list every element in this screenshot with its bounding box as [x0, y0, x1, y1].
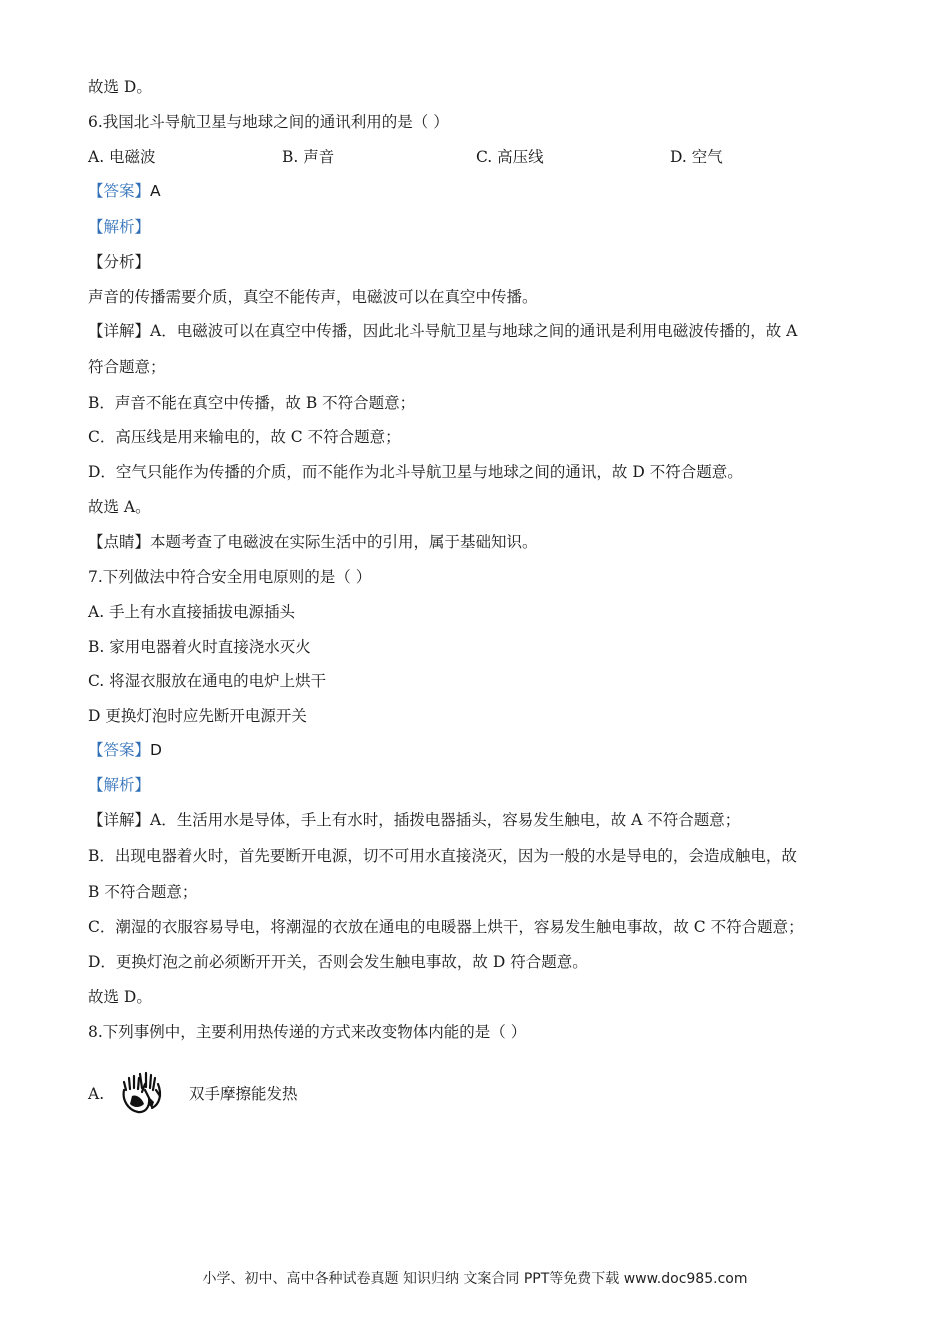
answer-6-row — [88, 180, 161, 202]
text-line: 【详解】A．生活用水是导体，手上有水时，插拨电器插头，容易发生触电，故 A 不符合题意； — [88, 811, 741, 829]
text-line: 声音的传播需要介质，真空不能传声，电磁波可以在真空中传播。 — [88, 288, 538, 306]
text-line: 故选 D。 — [88, 988, 152, 1006]
q8-option-a-label: A. — [88, 1085, 105, 1103]
text-line: 故选 A。 — [88, 498, 151, 516]
text-line: D．更换灯泡之前必须断开开关，否则会发生触电事故，故 D 符合题意。 — [88, 953, 588, 971]
q7-option-a: A. 手上有水直接插拔电源插头 — [88, 603, 296, 621]
text-line: B 不符合题意； — [88, 883, 198, 901]
q6-option-d: D. 空气 — [670, 148, 723, 166]
answer-tag: 【答案】 — [88, 182, 151, 200]
page-footer: 小学、初中、高中各种试卷真题 知识归纳 文案合同 PPT等免费下载 www.doc985.com — [202, 1271, 748, 1287]
q6-option-a: A. 电磁波 — [88, 148, 156, 166]
question-6: 6.我国北斗导航卫星与地球之间的通讯利用的是（ ） — [88, 113, 449, 131]
text-line: 故选 D。 — [88, 78, 152, 96]
text-line: B．出现电器着火时，首先要断开电源，切不可用水直接浇灭，因为一般的水是导电的，会造成触电，故 — [88, 847, 797, 865]
text-line: D．空气只能作为传播的介质，而不能作为北斗导航卫星与地球之间的通讯，故 D 不符合题意。 — [88, 463, 743, 481]
text-line: C．高压线是用来输电的，故 C 不符合题意； — [88, 428, 401, 446]
answer-7: D — [150, 741, 162, 759]
answer-7-row — [88, 739, 162, 761]
question-8: 8.下列事例中，主要利用热传递的方式来改变物体内能的是（ ） — [88, 1023, 527, 1041]
q7-option-d: D 更换灯泡时应先断开电源开关 — [88, 707, 307, 725]
text-line: 【点睛】本题考查了电磁波在实际生活中的引用，属于基础知识。 — [88, 533, 538, 551]
q6-option-b: B. 声音 — [282, 148, 335, 166]
text-line: 【详解】A．电磁波可以在真空中传播，因此北斗导航卫星与地球之间的通讯是利用电磁波传播的，故 A — [88, 322, 798, 340]
q6-option-c: C. 高压线 — [476, 148, 544, 166]
text-line: B．声音不能在真空中传播，故 B 不符合题意； — [88, 394, 416, 412]
q7-option-c: C. 将湿衣服放在通电的电炉上烘干 — [88, 672, 327, 690]
answer-tag: 【答案】 — [88, 741, 151, 759]
question-7: 7.下列做法中符合安全用电原则的是（ ） — [88, 568, 372, 586]
text-line: 符合题意； — [88, 358, 166, 376]
analysis-tag: 【解析】 — [88, 776, 151, 794]
answer-6: A — [150, 182, 161, 200]
q7-option-b: B. 家用电器着火时直接浇水灭火 — [88, 638, 311, 656]
rubbing-hands-icon — [116, 1068, 168, 1120]
q8-option-a-text: 双手摩擦能发热 — [189, 1085, 298, 1103]
analysis-tag: 【解析】 — [88, 218, 151, 236]
fenxi-heading: 【分析】 — [88, 253, 151, 271]
text-line: C．潮湿的衣服容易导电，将潮湿的衣放在通电的电暖器上烘干，容易发生触电事故，故 C 不符合题意； — [88, 918, 804, 936]
